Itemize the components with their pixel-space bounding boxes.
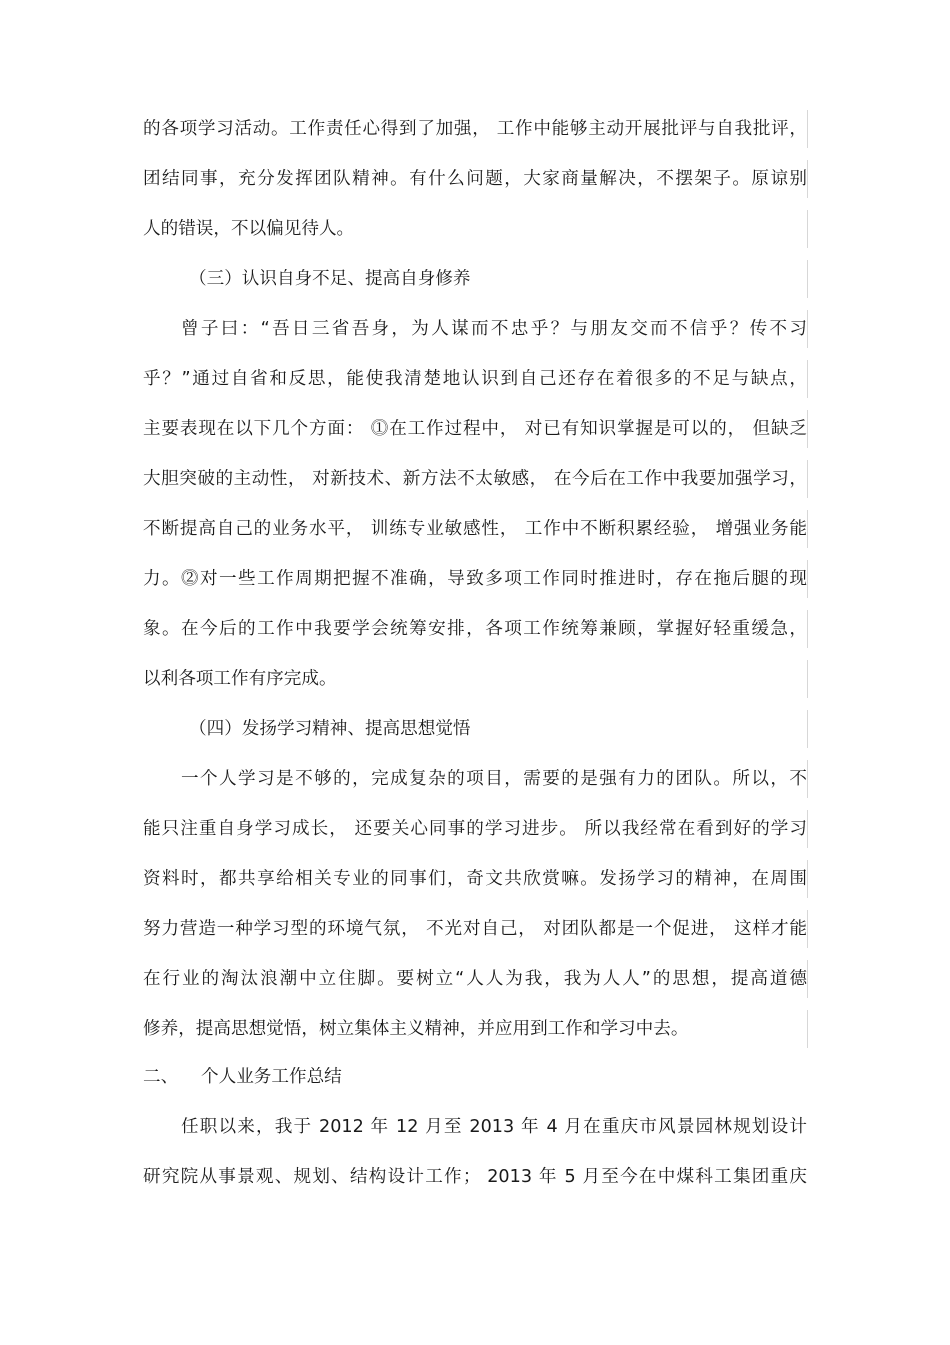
paragraph-line: 资料时，都共享给相关专业的同事们，奇文共欣赏嘛。发扬学习的精神，在周围	[143, 860, 808, 898]
paragraph-line: 修养，提高思想觉悟，树立集体主义精神，并应用到工作和学习中去。	[143, 1010, 808, 1048]
paragraph-line: 力。⓶对一些工作周期把握不准确，导致多项工作同时推进时，存在拖后腿的现	[143, 560, 808, 598]
paragraph-line: 一个人学习是不够的，完成复杂的项目，需要的是强有力的团队。所以，不	[143, 760, 808, 798]
paragraph-line: 在行业的淘汰浪潮中立住脚。要树立“人人为我，我为人人”的思想，提高道德	[143, 960, 808, 998]
paragraph-line: 以利各项工作有序完成。	[143, 660, 808, 698]
section-heading-two	[143, 1058, 342, 1096]
section-title-text: 个人业务工作总结	[201, 1067, 342, 1087]
paragraph-line: 的各项学习活动。工作责任心得到了加强， 工作中能够主动开展批评与自我批评，	[143, 110, 808, 148]
paragraph-line: 研究院从事景观、规划、结构设计工作； 2013 年 5 月至今在中煤科工集团重庆	[143, 1167, 807, 1187]
paragraph-line: 团结同事，充分发挥团队精神。有什么问题，大家商量解决，不摆架子。原谅别	[143, 160, 808, 198]
paragraph-line: 象。在今后的工作中我要学会统筹安排，各项工作统筹兼顾，掌握好轻重缓急，	[143, 610, 808, 648]
paragraph-line: 努力营造一种学习型的环境气氛， 不光对自己， 对团队都是一个促进， 这样才能	[143, 910, 808, 948]
paragraph-line: 能只注重自身学习成长， 还要关心同事的学习进步。 所以我经常在看到好的学习	[143, 810, 808, 848]
paragraph-line: 曾子曰：“吾日三省吾身，为人谋而不忠乎？与朋友交而不信乎？传不习	[143, 310, 808, 348]
paragraph-line: 人的错误，不以偏见待人。	[143, 210, 808, 248]
subsection-heading-three: （三）认识自身不足、提高自身修养	[143, 260, 808, 298]
section-number: 二、	[143, 1067, 179, 1087]
paragraph-line: 主要表现在以下几个方面： ⓵在工作过程中， 对已有知识掌握是可以的， 但缺乏	[143, 410, 808, 448]
paragraph-line: 不断提高自己的业务水平， 训练专业敏感性， 工作中不断积累经验， 增强业务能	[143, 510, 808, 548]
paragraph-line: 任职以来，我于 2012 年 12 月至 2013 年 4 月在重庆市风景园林规划设计	[181, 1117, 807, 1137]
paragraph-line: 乎？”通过自省和反思，能使我清楚地认识到自己还存在着很多的不足与缺点，	[143, 360, 808, 398]
paragraph-line: 大胆突破的主动性， 对新技术、新方法不太敏感， 在今后在工作中我要加强学习，	[143, 460, 808, 498]
subsection-heading-four: （四）发扬学习精神、提高思想觉悟	[143, 710, 808, 748]
